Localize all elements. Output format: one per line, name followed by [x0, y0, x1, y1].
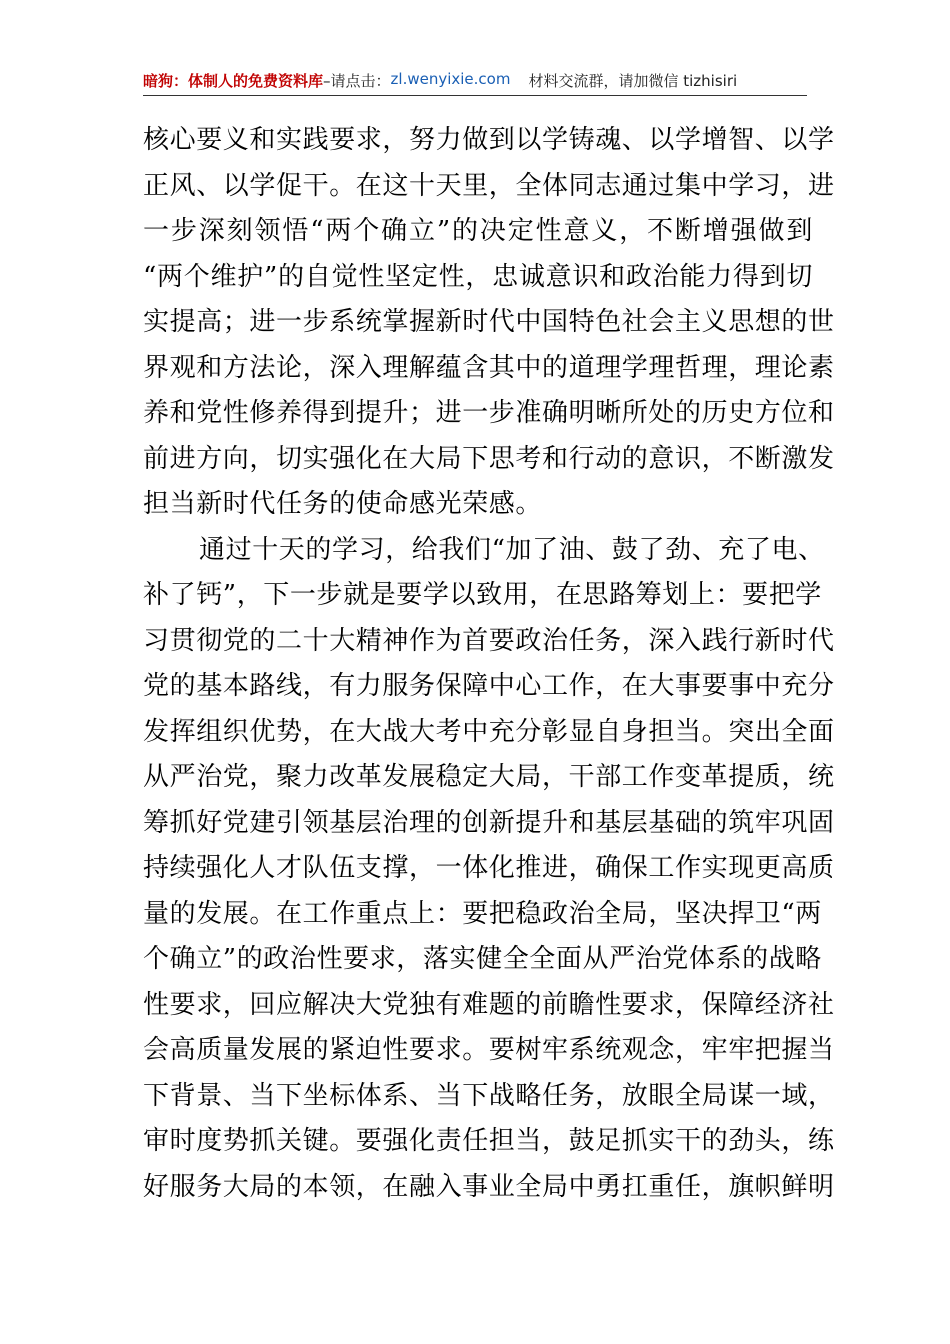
text-line: 下背景、当下坐标体系、当下战略任务，放眼全局谋一域， — [143, 1080, 835, 1111]
text-line: 持续强化人才队伍支撑，一体化推进，确保工作实现更高质 — [143, 853, 835, 883]
text-line: 实提高；进一步系统掌握新时代中国特色社会主义思想的世 — [143, 307, 835, 337]
text-line: 筹抓好党建引领基层治理的创新提升和基层基础的筑牢巩固 — [143, 807, 835, 838]
text-line: 养和党性修养得到提升；进一步准确明晰所处的历史方位和 — [143, 398, 835, 428]
text-line: 个确立”的政治性要求，落实健全全面从严治党体系的战略 — [143, 944, 822, 974]
text-line: 发挥组织优势，在大战大考中充分彰显自身担当。突出全面 — [143, 716, 835, 747]
text-line: 通过十天的学习，给我们“加了油、鼓了劲、充了电、 — [199, 534, 825, 565]
text-line: 从严治党，聚力改革发展稳定大局，干部工作变革提质，统 — [143, 762, 835, 792]
header-brand: 暗狗：体制人的免费资料库 — [143, 72, 324, 90]
text-line: 核心要义和实践要求，努力做到以学铸魂、以学增智、以学 — [143, 125, 835, 155]
header-group-info: 材料交流群，请加微信 tizhisiri — [528, 72, 738, 90]
document-body — [143, 118, 835, 1210]
text-line: “两个维护”的自觉性坚定性，忠诚意识和政治能力得到切 — [143, 261, 813, 292]
text-line: 界观和方法论，深入理解蕴含其中的道理学理哲理，理论素 — [143, 352, 835, 383]
header-prompt: –请点击： — [323, 72, 391, 90]
text-line: 担当新时代任务的使命感光荣感。 — [143, 489, 543, 519]
text-line: 党的基本路线，有力服务保障中心工作，在大事要事中充分 — [143, 671, 835, 701]
text-line: 习贯彻党的二十大精神作为首要政治任务，深入践行新时代 — [143, 625, 835, 656]
text-line: 审时度势抓关键。要强化责任担当，鼓足抓实干的劲头，练 — [143, 1126, 835, 1156]
text-line: 会高质量发展的紧迫性要求。要树牢系统观念，牢牢把握当 — [143, 1035, 835, 1065]
text-line: 好服务大局的本领，在融入事业全局中勇扛重任，旗帜鲜明 — [143, 1171, 835, 1202]
text-line: 量的发展。在工作重点上：要把稳政治全局，坚决捍卫“两 — [143, 898, 822, 929]
text-line: 性要求，回应解决大党独有难题的前瞻性要求，保障经济社 — [143, 989, 835, 1020]
header-link[interactable]: zl.wenyixie.com — [390, 70, 511, 88]
page-header — [143, 66, 807, 96]
paragraph-1 — [143, 118, 835, 528]
text-line: 补了钙”，下一步就是要学以致用，在思路筹划上：要把学 — [143, 580, 822, 610]
text-line: 一步深刻领悟“两个确立”的决定性意义，不断增强做到 — [143, 216, 813, 246]
paragraph-2 — [143, 528, 835, 1211]
text-line: 正风、以学促干。在这十天里，全体同志通过集中学习，进 — [143, 170, 835, 201]
text-line: 前进方向，切实强化在大局下思考和行动的意识，不断激发 — [143, 443, 835, 474]
